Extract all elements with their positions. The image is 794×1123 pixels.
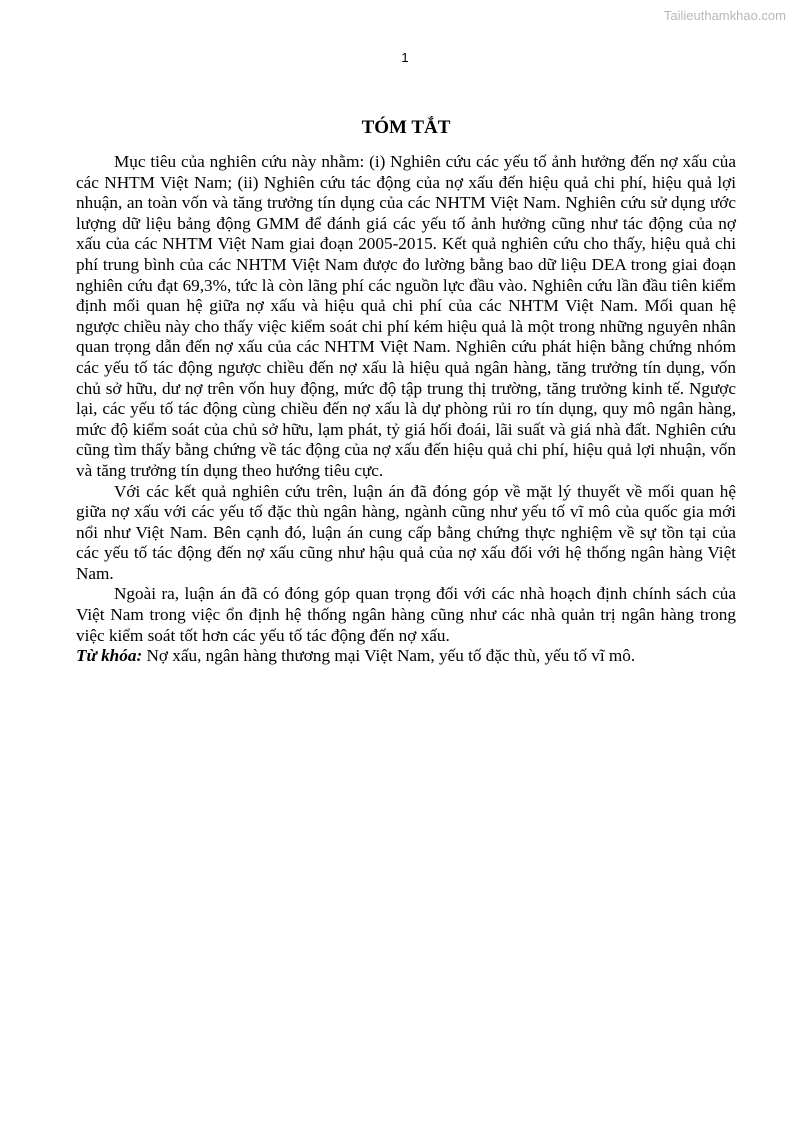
page-number: 1 [401, 50, 409, 65]
paragraph-summary: Mục tiêu của nghiên cứu này nhằm: (i) Nghiên cứu các yếu tố ảnh hưởng đến nợ xấu của các NHTM Việt Nam; (ii) Nghiên cứu tác động của nợ xấu đến hiệu quả chi phí, hiệu quả lợi nhuận, an toàn vốn và tăng trưởng tín dụng của các NHTM Việt Nam. Nghiên cứu sử dụng ước lượng dữ liệu bảng động GMM để đánh giá các yếu tố ảnh hưởng cũng như tác động của nợ xấu của các NHTM Việt Nam giai đoạn 2005-2015. Kết quả nghiên cứu cho thấy, hiệu quả chi phí trung bình của các NHTM Việt Nam được đo lường bằng bao dữ liệu DEA trong giai đoạn nghiên cứu đạt 69,3%, tức là còn lãng phí các nguồn lực đầu vào. Nghiên cứu lần đầu tiên kiểm định mối quan hệ giữa nợ xấu và hiệu quả chi phí của các NHTM Việt Nam. Mối quan hệ ngược chiều này cho thấy việc kiểm soát chi phí kém hiệu quả là một trong những nguyên nhân quan trọng dẫn đến nợ xấu của các NHTM Việt Nam. Nghiên cứu phát hiện bằng chứng nhóm các yếu tố tác động ngược chiều đến nợ xấu là hiệu quả ngân hàng, tăng trưởng tín dụng, vốn chủ sở hữu, dư nợ trên vốn huy động, mức độ tập trung thị trường, tăng trưởng kinh tế. Ngược lại, các yếu tố tác động cùng chiều đến nợ xấu là dự phòng rủi ro tín dụng, quy mô ngân hàng, mức độ kiểm soát của chủ sở hữu, lạm phát, tỷ giá hối đoái, lãi suất và giá nhà đất. Nghiên cứu cũng tìm thấy bằng chứng về tác động của nợ xấu đến hiệu quả chi phí, hiệu quả lợi nhuận, vốn và tăng trưởng tín dụng theo hướng tiêu cực. [76, 152, 736, 480]
paragraph-contribution: Với các kết quả nghiên cứu trên, luận án đã đóng góp về mặt lý thuyết về mối quan hệ giữa nợ xấu với các yếu tố đặc thù ngân hàng, ngành cũng như yếu tố vĩ mô của quốc gia mới nổi như Việt Nam. Bên cạnh đó, luận án cung cấp bằng chứng thực nghiệm về sự tồn tại của các yếu tố tác động đến nợ xấu cũng như hậu quả của nợ xấu đối với hệ thống ngân hàng Việt Nam. [76, 481, 736, 583]
keywords-text: Nợ xấu, ngân hàng thương mại Việt Nam, yếu tố đặc thù, yếu tố vĩ mô. [142, 646, 636, 666]
paragraph-policy: Ngoài ra, luận án đã có đóng góp quan trọng đối với các nhà hoạch định chính sách của Việt Nam trong việc ổn định hệ thống ngân hàng cũng như các nhà quản trị ngân hàng trong việc kiểm soát tốt hơn các yếu tố tác động đến nợ xấu. [76, 584, 736, 645]
document-body [76, 116, 736, 667]
page-title: TÓM TẮT [361, 117, 451, 138]
watermark: Tailieuthamkhao.com [663, 8, 786, 23]
keywords-label: Từ khóa: [76, 646, 143, 666]
keywords-line [76, 646, 736, 667]
